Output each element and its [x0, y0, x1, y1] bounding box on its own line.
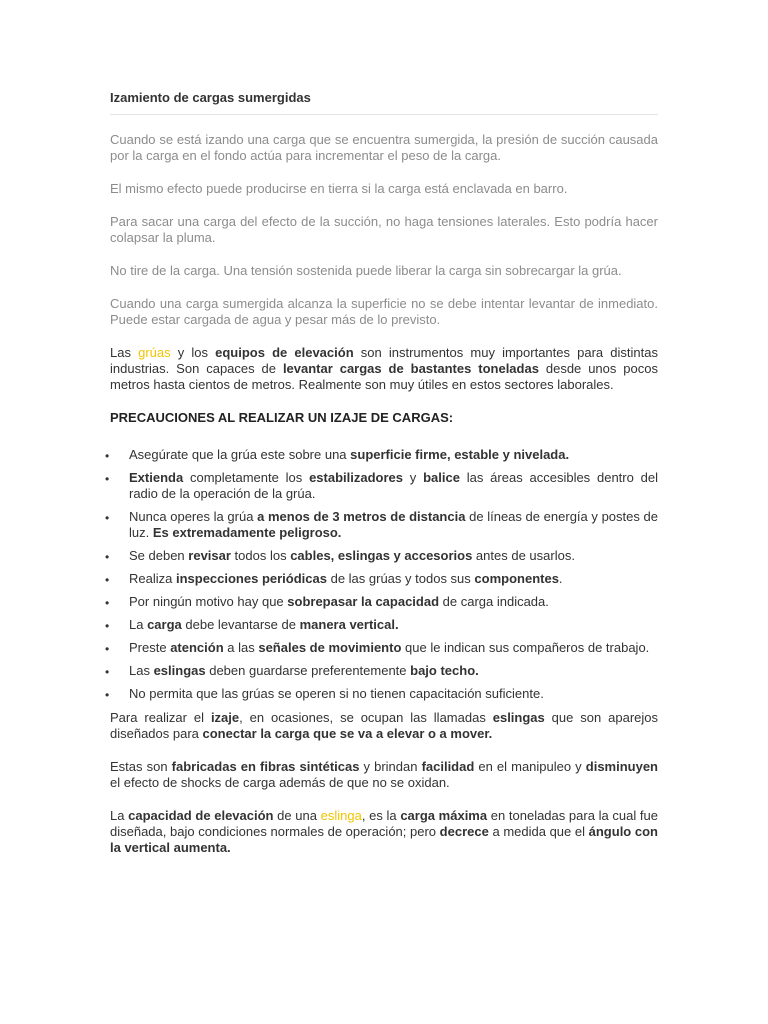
- text-run: .: [558, 571, 563, 586]
- bold-run: fabricadas en fibras sintéticas: [171, 759, 360, 774]
- bullet-icon: •: [105, 642, 110, 656]
- bold-run: equipos de elevación: [215, 345, 354, 360]
- gruas-paragraph: [110, 345, 658, 393]
- bold-run: facilidad: [421, 759, 475, 774]
- list-item: [105, 509, 658, 541]
- text-run: a las: [223, 640, 259, 655]
- bold-run: levantar cargas de bastantes toneladas: [282, 361, 539, 376]
- text-run: de líneas de energía y postes de luz.: [129, 509, 658, 540]
- intro-paragraph: No tire de la carga. Una tensión sostenida puede liberar la carga sin sobrecargar la grúa.: [110, 263, 622, 278]
- bold-run: atención: [170, 640, 224, 655]
- intro-paragraph: Cuando se está izando una carga que se encuentra sumergida, la presión de succión causada por la carga en el fondo actúa para incrementar el peso de la carga.: [110, 132, 658, 163]
- bullet-icon: •: [105, 619, 110, 633]
- bullet-icon: •: [105, 596, 110, 610]
- bullet-icon: •: [105, 449, 110, 463]
- list-item: [105, 447, 658, 463]
- text-run: Para realizar el: [110, 710, 211, 725]
- text-run: Se deben: [129, 548, 189, 563]
- precautions-list: [105, 447, 658, 702]
- intro-paragraph: Cuando una carga sumergida alcanza la superficie no se debe intentar levantar de inmediato. Puede estar cargada de agua y pesar más de lo previsto.: [110, 296, 658, 327]
- document-page: [105, 90, 659, 873]
- intro-section: [110, 132, 658, 328]
- text-run: son instrumentos muy importantes para distintas industrias. Son capaces de: [110, 345, 658, 376]
- bold-run: eslingas: [492, 710, 545, 725]
- text-run: debe levantarse de: [181, 617, 300, 632]
- text-run: que le indican sus compañeros de trabajo.: [401, 640, 650, 655]
- text-run: y: [403, 470, 424, 485]
- text-run: a medida que el: [488, 824, 589, 839]
- bold-run: carga máxima: [400, 808, 488, 823]
- bullet-icon: •: [105, 511, 110, 525]
- bullet-icon: •: [105, 550, 110, 564]
- text-run: en el manipuleo y: [474, 759, 586, 774]
- text-run: deben guardarse preferentemente: [205, 663, 411, 678]
- bold-run: cables, eslingas y accesorios: [290, 548, 473, 563]
- bold-run: señales de movimiento: [258, 640, 402, 655]
- text-run: y brindan: [359, 759, 422, 774]
- bullet-icon: •: [105, 472, 110, 486]
- bold-run: decrece: [439, 824, 489, 839]
- text-run: el efecto de shocks de carga además de que no se oxidan.: [110, 775, 450, 790]
- list-item: [105, 686, 658, 702]
- text-run: antes de usarlos.: [472, 548, 575, 563]
- text-run: Nunca operes la grúa: [129, 509, 258, 524]
- bold-run: a menos de 3 metros de distancia: [257, 509, 466, 524]
- text-run: completamente los: [183, 470, 310, 485]
- text-run: La: [129, 617, 148, 632]
- bold-run: conectar la carga que se va a elevar o a mover.: [202, 726, 493, 741]
- bold-run: bajo techo.: [410, 663, 479, 678]
- text-run: Las: [110, 345, 139, 360]
- bold-run: sobrepasar la capacidad: [287, 594, 440, 609]
- bullet-icon: •: [105, 573, 110, 587]
- precautions-heading: PRECAUCIONES AL REALIZAR UN IZAJE DE CARGAS:: [110, 410, 454, 425]
- text-run: Las: [129, 663, 154, 678]
- bold-run: manera vertical.: [299, 617, 399, 632]
- bullet-icon: •: [105, 688, 110, 702]
- text-run: , es la: [361, 808, 401, 823]
- text-run: todos los: [230, 548, 291, 563]
- bold-run: Es extremadamente peligroso.: [152, 525, 342, 540]
- bold-run: ángulo con la vertical aumenta.: [110, 824, 658, 855]
- bold-run: inspecciones periódicas: [175, 571, 327, 586]
- gruas-link[interactable]: grúas: [138, 345, 171, 360]
- list-item: [105, 571, 658, 587]
- text-run: que son aparejos diseñados para: [110, 710, 659, 741]
- izaje-paragraph: [110, 710, 658, 742]
- text-run: y los: [170, 345, 216, 360]
- intro-paragraph: Para sacar una carga del efecto de la succión, no haga tensiones laterales. Esto podría hacer colapsar la pluma.: [110, 214, 658, 245]
- fibras-paragraph: [110, 759, 658, 791]
- text-run: de una: [273, 808, 321, 823]
- bold-run: izaje: [210, 710, 240, 725]
- text-run: Asegúrate que la grúa este sobre una: [129, 447, 351, 462]
- text-run: en toneladas para la cual fue diseñada, bajo condiciones normales de operación; pero: [110, 808, 658, 839]
- intro-paragraph: El mismo efecto puede producirse en tierra si la carga está enclavada en barro.: [110, 181, 568, 196]
- text-run: Realiza: [129, 571, 176, 586]
- eslinga-link[interactable]: eslinga: [320, 808, 362, 823]
- bold-run: carga: [147, 617, 182, 632]
- bold-run: superficie firme, estable y nivelada.: [350, 447, 570, 462]
- page-title: Izamiento de cargas sumergidas: [110, 90, 658, 115]
- text-run: Preste: [129, 640, 171, 655]
- text-run: , en ocasiones, se ocupan las llamadas: [239, 710, 493, 725]
- text-run: Por ningún motivo hay que: [129, 594, 288, 609]
- list-item: [105, 548, 658, 564]
- bold-run: estabilizadores: [309, 470, 404, 485]
- list-item: [105, 470, 658, 502]
- bold-run: Extienda: [129, 470, 184, 485]
- bold-run: balice: [423, 470, 460, 485]
- text-run: La: [110, 808, 129, 823]
- text-run: las áreas accesibles dentro del radio de la operación de la grúa.: [129, 470, 658, 501]
- text-run: Estas son: [110, 759, 172, 774]
- text-run: de carga indicada.: [439, 594, 549, 609]
- bold-run: componentes: [474, 571, 559, 586]
- bold-run: revisar: [188, 548, 231, 563]
- bullet-icon: •: [105, 665, 110, 679]
- bold-run: eslingas: [153, 663, 206, 678]
- list-item: [105, 663, 658, 679]
- capacidad-paragraph: [110, 808, 658, 856]
- bold-run: capacidad de elevación: [128, 808, 274, 823]
- text-run: No permita que las grúas se operen si no tienen capacitación suficiente.: [129, 686, 544, 701]
- text-run: desde unos pocos metros hasta cientos de metros. Realmente son muy útiles en estos sectores laborales.: [110, 361, 658, 392]
- list-item: [105, 594, 658, 610]
- list-item: [105, 640, 658, 656]
- text-run: de las grúas y todos sus: [326, 571, 475, 586]
- bold-run: disminuyen: [585, 759, 659, 774]
- list-item: [105, 617, 658, 633]
